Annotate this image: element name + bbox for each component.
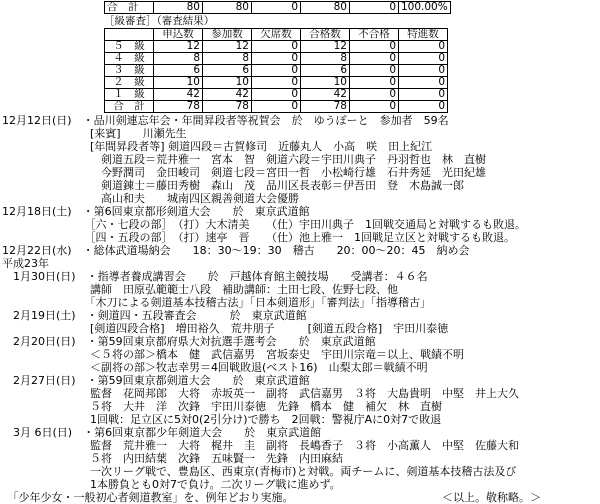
event-line: 剣道五段＝荒井雅一 宮本 智 剣道六段＝宇田川典子 丹羽哲也 林 直樹 [2,153,486,166]
table-cell: 80 [203,2,252,14]
event-line: 監督 花岡邦郎 大将 赤坂英一 副将 武信嘉男 ３将 大島貴明 中堅 井上大久 [2,387,519,400]
table-header: 申込数 [154,29,203,41]
table-header-empty [105,29,154,41]
table-cell: 78 [301,101,350,113]
table-cell: 0 [350,53,399,65]
table-cell: 8 [301,53,350,65]
row-label: ５ 級 [105,41,154,53]
table-cell: 0 [350,77,399,89]
table-cell: 0 [350,2,399,14]
table-cell: 12 [203,41,252,53]
table-cell: 6 [301,65,350,77]
shinsa-heading-b: （審査結果） [156,15,215,27]
table-header-row [105,29,448,41]
table-row [105,77,448,89]
table-cell: 8 [154,53,203,65]
table-row [105,2,451,14]
table-header: 特進数 [399,29,448,41]
event-line: 1月30日(日) ・指導者養成講習会 於 戸越体育館主競技場 受講者：４６名 [2,270,428,283]
table-cell: 10 [203,77,252,89]
event-line: 高山和夫 城南四区親善剣道大会優勝 [2,192,299,205]
event-line: 「木刀による剣道基本技稽古法」「日本剣道形」「審判法」「指導稽古」 [2,296,431,309]
table-cell: 0 [399,65,448,77]
table-cell: 42 [301,89,350,101]
table-cell: 80 [301,2,350,14]
event-line: 2月27日(日) ・第59回東京都剣道大会 於 東京武道館 [2,374,310,387]
event-line: 講師 田原弘範範士八段 補助講師：土田七段、佐野七段、他 [2,283,398,296]
table-cell: 12 [301,41,350,53]
shinsa-table [104,28,448,113]
event-line: 一次リーグ戦で、豊島区、西東京(青梅市)と対戦。両チームに、剣道基本技稽古法及び [2,465,517,478]
table-cell: 0 [350,101,399,113]
table-cell: 78 [203,101,252,113]
event-line: [剣道四段合格] 増田裕久 荒井朋子 [剣道五段合格] 宇田川泰徳 [2,322,449,335]
table-cell: 10 [154,77,203,89]
table-cell: 0 [399,77,448,89]
table-row [105,41,448,53]
table-cell: 0 [252,65,301,77]
table-cell: 0 [350,89,399,101]
event-line: 監督 荒井雅一 大将 梶井 圭 副将 長嶋香子 ３将 小高薫人 中堅 佐藤大和 [2,439,519,452]
table-row [105,89,448,101]
table-cell: 42 [203,89,252,101]
table-row [105,65,448,77]
table-cell: 8 [203,53,252,65]
event-line: 「少年少女・一般初心者剣道教室」を、例年どおり実施。 ＜以上。敬称略。＞ [2,491,541,504]
table-cell: 0 [252,89,301,101]
row-label: 合 計 [105,101,154,113]
event-line: 12月18日(土) ・第6回東京都形剣道大会 於 東京武道館 [2,205,310,218]
table-cell: 12 [154,41,203,53]
shinsa-heading-a: ［級審査］ [104,15,157,27]
event-line: 平成23年 [2,257,49,270]
table-cell: 78 [154,101,203,113]
table-cell: 0 [252,2,301,14]
row-label: ２ 級 [105,77,154,89]
event-line: 今野潤司 金田峻司 剣道七段＝宮田一哲 小松崎行雄 石井秀延 光田紀雄 [2,166,486,179]
table-row [105,53,448,65]
table-header: 不合格 [350,29,399,41]
event-line: [年間昇段者等] 剣道四段＝古賀修司 近藤丸人 小高 咲 田上紀江 [2,140,433,153]
event-line: 3月 6日(日) ・第6回東京都少年剣道大会 於 東京武道館 [2,426,322,439]
event-line: ５将 大井 洋 次鋒 宇田川泰徳 先鋒 橋本 健 補欠 林 直樹 [2,400,442,413]
table-header: 参加数 [203,29,252,41]
event-line: ［六・七段の部］ （打）大木清美 （仕）宇田川典子 1回戦交通局と対戦するも敗退。 [2,218,526,231]
table-cell: 10 [301,77,350,89]
table-cell: 80 [154,2,203,14]
event-line: ＜５将の部＞橋本 健 武信嘉男 宮坂泰史 宇田川宗竜＝以上、戦績不明 [2,348,464,361]
row-label: １ 級 [105,89,154,101]
event-line: ［四・五段の部］ （打）速亭 晋 （仕）池上雅一 1回戦足立区と対戦するも敗退。 [2,231,515,244]
event-line: 12月12日(日) ・品川剣連忘年会・年間昇段者等祝賀会 於 ゆうぽーと 参加者 59名 [2,114,449,127]
table-cell: 100.00% [399,2,451,14]
table-cell: 6 [203,65,252,77]
event-line: 2月19日(土) ・剣道四・五段審査会 於 東京武道館 [2,309,307,322]
event-line: 2月20日(日) ・第59回東京都府県大対抗選手選考会 於 東京武道館 [2,335,376,348]
table-cell: 0 [252,53,301,65]
top-total-label: 合 計 [105,2,154,14]
event-line: [来賓] 川瀬先生 [2,127,187,140]
table-cell: 0 [350,41,399,53]
event-line: 1回戦：足立区に5対0(2引分け)で勝ち 2回戦：警視庁Aに0対7で敗退 [2,413,442,426]
table-cell: 0 [399,89,448,101]
event-line: 1本勝負とも0対7で負け。二次リーグ戦に進めず。 [2,478,341,491]
row-label: ４ 級 [105,53,154,65]
table-cell: 0 [252,77,301,89]
shinsa-heading [104,15,214,28]
table-cell: 0 [252,101,301,113]
table-header: 合格数 [301,29,350,41]
event-line: 剣道錬士＝藤田秀樹 森山 茂 品川区長表彰＝伊吾田 登 木島誠一郎 [2,179,464,192]
top-total-table [104,1,451,14]
table-cell: 0 [399,101,448,113]
table-cell: 0 [350,65,399,77]
table-cell: 0 [252,41,301,53]
table-cell: 6 [154,65,203,77]
table-cell: 0 [399,53,448,65]
table-header: 欠席数 [252,29,301,41]
event-line: 12月22日(水) ・総体武道場納会 18：30～19：30 稽古 20：00～20：45 納め会 [2,244,470,257]
table-cell: 42 [154,89,203,101]
table-cell: 0 [399,41,448,53]
event-line: ＜副将の部＞牧志幸男＝4回戦敗退(ベスト16) 山梨太郎＝戦績不明 [2,361,428,374]
table-row [105,101,448,113]
event-line: ５将 内田結葉 次鋒 五味賢一 先鋒 内田麻結 [2,452,343,465]
row-label: ３ 級 [105,65,154,77]
